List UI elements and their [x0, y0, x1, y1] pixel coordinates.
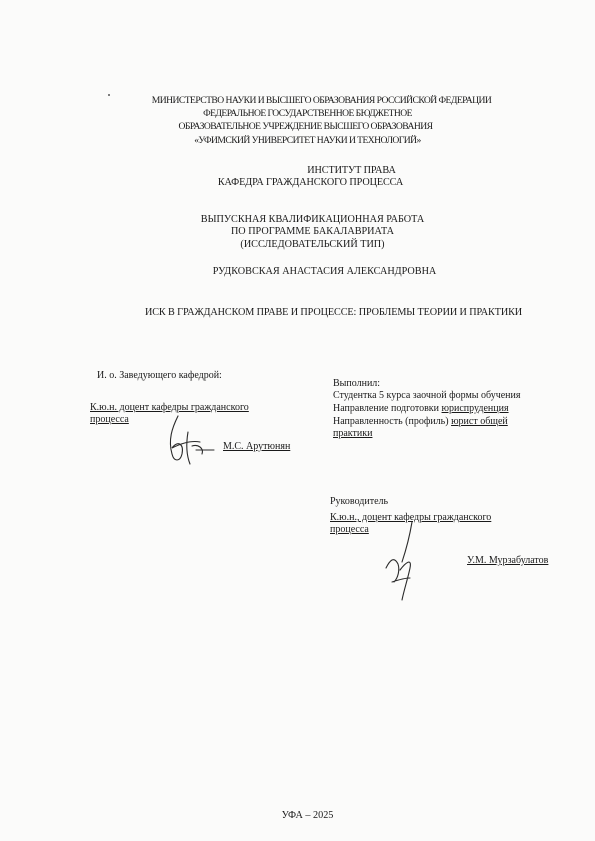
- head-name: М.С. Арутюнян: [223, 441, 291, 452]
- head-position-line1: К.ю.н. доцент кафедры гражданского: [90, 402, 249, 413]
- performer-title: Выполнил:: [333, 378, 381, 389]
- work-type-block: [0, 214, 595, 251]
- work-type-line: (ИССЛЕДОВАТЕЛЬСКИЙ ТИП): [240, 238, 385, 250]
- head-title: И. о. Заведующего кафедрой:: [97, 370, 222, 381]
- direction-label: Направление подготовки: [333, 403, 440, 414]
- performer-profile: [333, 416, 508, 428]
- performer-direction: [333, 403, 509, 415]
- supervisor-title: Руководитель: [330, 496, 389, 507]
- profile-label: Направленность (профиль): [333, 416, 449, 427]
- work-type-line: ВЫПУСКНАЯ КВАЛИФИКАЦИОННАЯ РАБОТА: [200, 214, 425, 225]
- header-line: ОБРАЗОВАТЕЛЬНОЕ УЧРЕЖДЕНИЕ ВЫСШЕГО ОБРАЗОВАНИЯ: [178, 121, 433, 133]
- city-year: УФА – 2025: [281, 810, 334, 821]
- head-signature: [158, 414, 220, 470]
- performer-line1: Студентка 5 курса заочной формы обучения: [333, 390, 521, 401]
- direction-value: юриспруденция: [441, 403, 509, 414]
- student-name: РУДКОВСКАЯ АНАСТАСИЯ АЛЕКСАНДРОВНА: [212, 266, 437, 277]
- header-line: МИНИСТЕРСТВО НАУКИ И ВЫСШЕГО ОБРАЗОВАНИЯ РОССИЙСКОЙ ФЕДЕРАЦИИ: [151, 95, 492, 106]
- institute-block: [0, 165, 595, 189]
- header-line: «УФИМСКИЙ УНИВЕРСИТЕТ НАУКИ И ТЕХНОЛОГИЙ»: [194, 134, 421, 146]
- profile-value-cont: практики: [333, 428, 373, 439]
- ministry-header: [0, 94, 595, 147]
- thesis-topic: ИСК В ГРАЖДАНСКОМ ПРАВЕ И ПРОЦЕССЕ: ПРОБЛЕМЫ ТЕОРИИ И ПРАКТИКИ: [144, 307, 523, 318]
- supervisor-position-line2: процесса: [330, 524, 369, 535]
- head-position-line2: процесса: [90, 414, 129, 425]
- supervisor-name: У.М. Мурзабулатов: [467, 555, 549, 566]
- supervisor-signature: [372, 520, 428, 602]
- institute-name: ИНСТИТУТ ПРАВА: [307, 165, 396, 176]
- profile-value: юрист общей: [451, 416, 508, 427]
- header-line: ФЕДЕРАЛЬНОЕ ГОСУДАРСТВЕННОЕ БЮДЖЕТНОЕ: [203, 108, 412, 120]
- department-name: КАФЕДРА ГРАЖДАНСКОГО ПРОЦЕССА: [217, 177, 404, 188]
- work-type-line: ПО ПРОГРАММЕ БАКАЛАВРИАТА: [230, 226, 395, 238]
- supervisor-position-line1: К.ю.н., доцент кафедры гражданского: [330, 512, 492, 523]
